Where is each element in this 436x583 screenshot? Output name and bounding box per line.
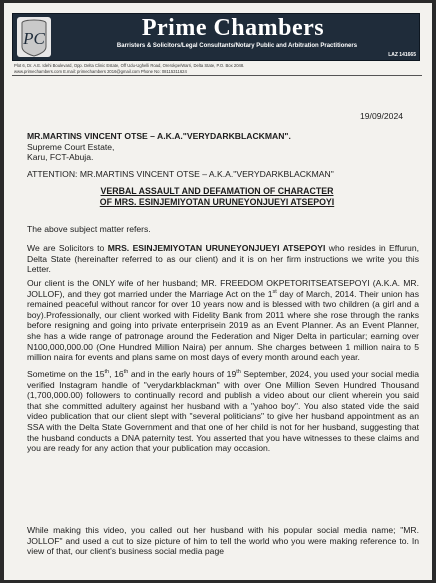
subject-line: VERBAL ASSAULT AND DEFAMATION OF CHARACTER	[100, 186, 334, 196]
svg-text:PC: PC	[23, 29, 45, 48]
firm-logo	[17, 17, 51, 57]
firm-address: Plot 6, Dr. A.E. Idehi Boulevard, Opp. Delta Clinic Estate, Off Udu-Ughelli Road, Orerokpe/Warri, Delta State, P.O. Box 2048.	[14, 63, 245, 68]
addressee-line: Supreme Court Estate,	[27, 141, 115, 152]
firm-tagline: Barristers & Solicitors/Legal Consultants/Notary Public and Arbitration Practitioners	[116, 43, 358, 49]
addressee-block	[27, 131, 417, 163]
letter-page	[4, 3, 432, 580]
paragraph-introduction	[27, 243, 419, 275]
letterhead-banner	[12, 13, 420, 61]
paragraph-client-background	[27, 278, 419, 363]
paragraph-text: Sometime on the 15	[27, 369, 105, 379]
ordinal-suffix: th	[236, 369, 241, 376]
paragraph-text: and in the early hours of 19	[128, 369, 237, 379]
paragraph-text: who resides in Effurun, Delta State (hereinafter referred to as our client) and it is on her firm instructions we write you this Letter.	[27, 243, 419, 275]
attention-name: MR.MARTINS VINCENT OTSE – A.K.A."VERYDARKBLACKMAN"	[79, 169, 334, 179]
paragraph-text: day of March, 2014. Their union has remained peaceful without rancor for over 10 years now and is blessed with two children (a girl and a boy).Professionally, our client worked with Fidelity Bank from 2011 where she rose through the ranks before resigning and going into private enterprisein 2019 as an Event Planner. As an Event Planner, she has a wide range of patronage around the Federation and Niger Delta in particular; earning over N100,000,000.00 (One Hundred Million Naira) per annum. She charges between 1 million naira to 5 million naira for events and plans same on most days of every month around each year.	[27, 288, 419, 363]
subject-heading	[27, 186, 407, 208]
firm-name: Prime Chambers	[141, 15, 325, 41]
paragraph-text: Our client is the ONLY wife of her husband; MR. FREEDOM OKPETORITSEATSEPOYI (A.K.A. MR. JOLLOF), and they got married under the Marriage Act on the 1	[27, 278, 419, 299]
paragraph-video-reference: While making this video, you called out her husband with his popular social media name; "MR. JOLLOF" and used a cut to size picture of him to tell the world who you were making reference to. In view of that, our client's business social media page	[27, 525, 419, 557]
firm-contact: www.primechambers.com E.mail: primechambers 2016@gmail.com Phone No: 08115311624	[14, 69, 187, 74]
paragraph-reference: The above subject matter refers.	[27, 224, 151, 234]
subject-line: OF MRS. ESINJEMIYOTAN URUNEYONJUEYI ATSEPOYI	[99, 197, 335, 207]
addressee-line: Karu, FCT-Abuja.	[27, 152, 94, 163]
paragraph-text: September, 2024, you used your social media verified Instagram handle of "verydarkblackman" with over One Million Seven Hundred Thousand (1,700,000.00) followers to continually record and publish a video about our client wherein you said that she committed adultery against her husband with a "yahoo boy". You also stated vide the said video publication that our client slept with "several politicians" to give her husband appointment as an SSA with the Delta State Government and that one of her child is not for her husband, suggesting that the husband conducts a DNA paternity test. You asserted that you have witnesses to these claims and you are ready for any action that your publication may occasion.	[27, 369, 419, 454]
addressee-name: MR.MARTINS VINCENT OTSE – A.K.A."VERYDARKBLACKMAN".	[27, 131, 291, 141]
client-name: MRS. ESINJEMIYOTAN URUNEYONJUEYI ATSEPOYI	[107, 243, 326, 253]
letter-date: 19/09/2024	[360, 111, 404, 121]
header-divider	[12, 75, 422, 76]
attention-line	[27, 169, 334, 180]
ordinal-suffix: st	[272, 288, 277, 295]
registration-number: LAZ 141665	[388, 52, 416, 58]
paragraph-text: , 16	[109, 369, 124, 379]
ordinal-suffix: th	[104, 369, 110, 376]
paragraph-text: We are Solicitors to	[27, 243, 108, 253]
paragraph-allegations	[27, 369, 419, 454]
ordinal-suffix: th	[123, 369, 129, 376]
attention-label: ATTENTION:	[27, 169, 80, 179]
